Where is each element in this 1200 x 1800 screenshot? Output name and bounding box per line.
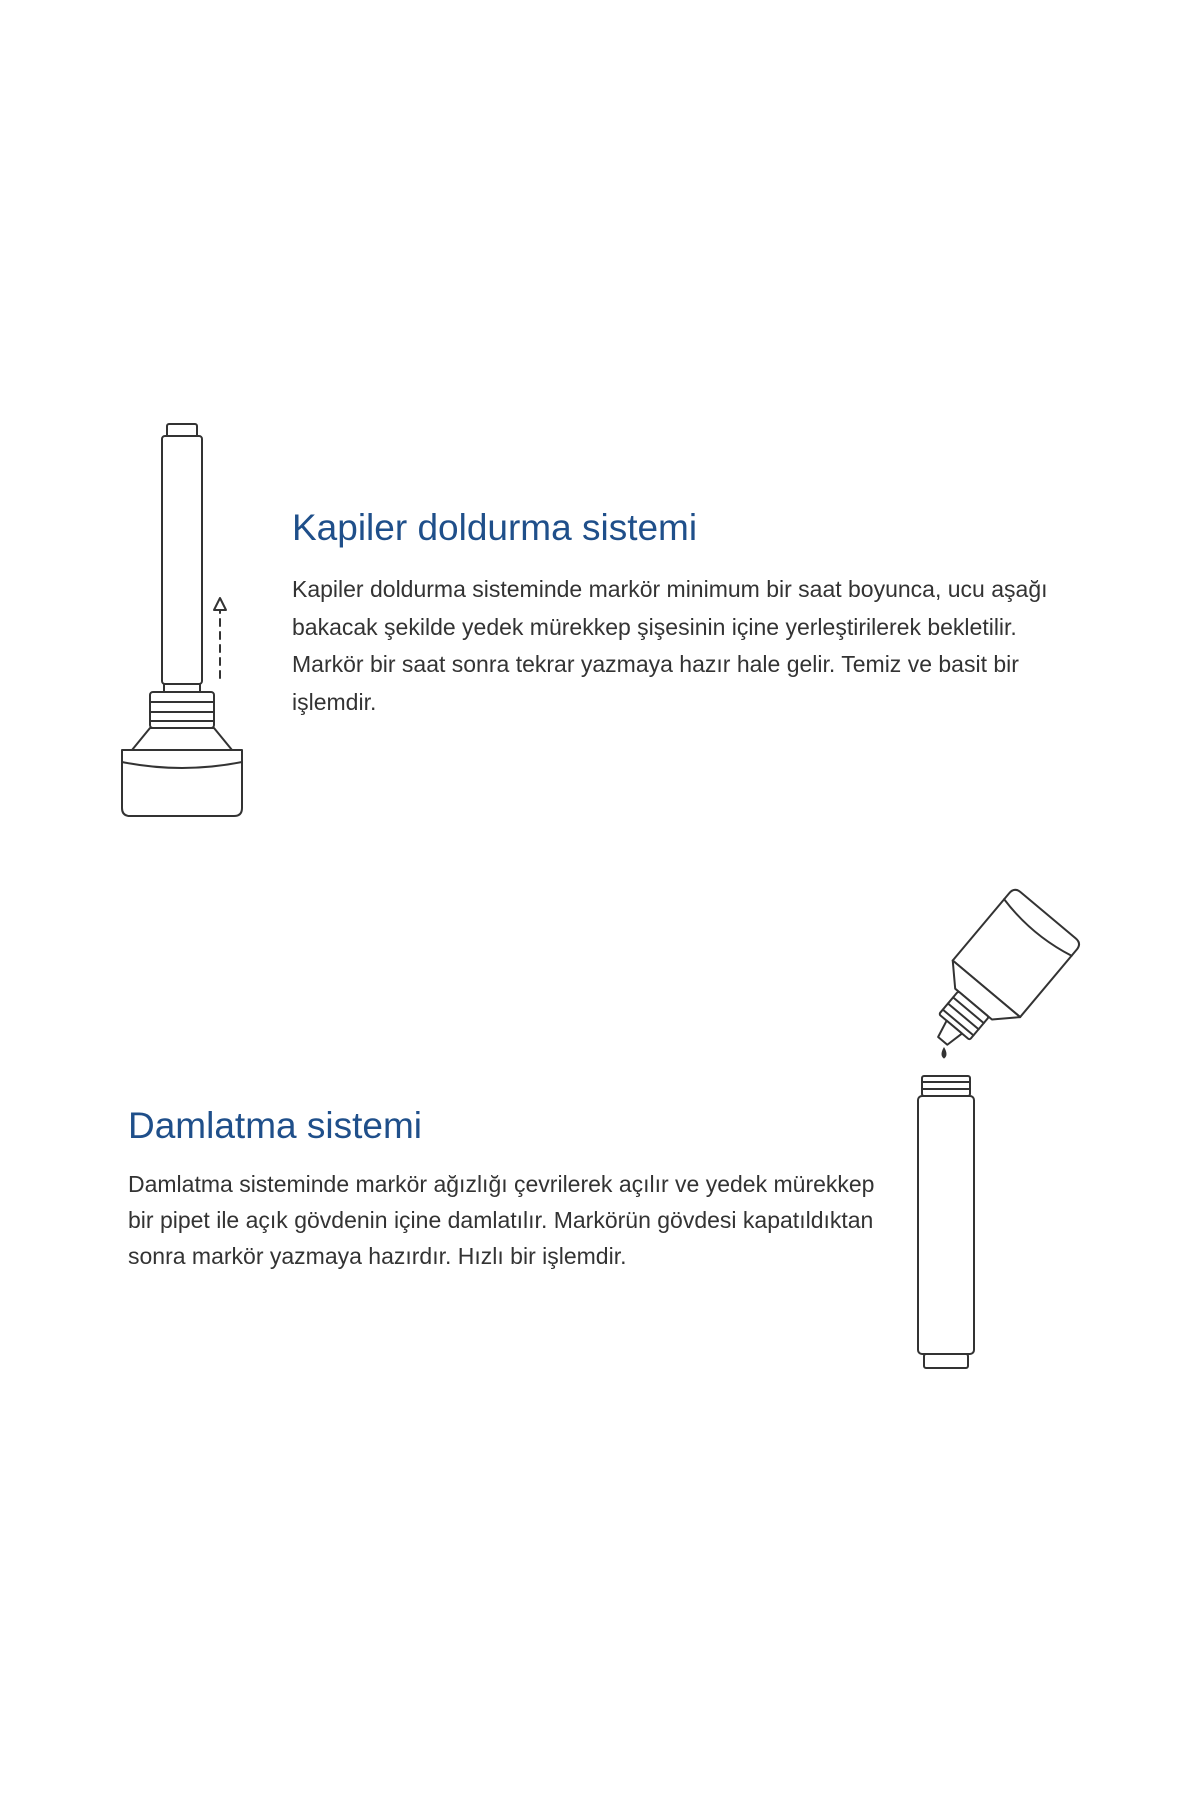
refill-bottle-dripping-into-marker-icon xyxy=(880,880,1100,1380)
drip-title: Damlatma sistemi xyxy=(128,1105,422,1146)
marker-in-refill-bottle-icon xyxy=(110,410,260,830)
capillary-illustration xyxy=(110,410,260,830)
drip-illustration xyxy=(880,880,1100,1380)
capillary-description: Kapiler doldurma sisteminde markör minimum bir saat boyunca, ucu aşağı bakacak şekilde yedek mürekkep şişesinin içine yerleştirilerek bekletilir. Markör bir saat sonra tekrar yazmaya hazır hale gelir. Temiz ve basit bir işlemdir. xyxy=(292,576,1048,715)
capillary-title: Kapiler doldurma sistemi xyxy=(292,507,698,548)
drip-description: Damlatma sisteminde markör ağızlığı çevrilerek açılır ve yedek mürekkep bir pipet ile açık gövdenin içine damlatılır. Markörün gövdesi kapatıldıktan sonra markör yazmaya hazırdır. Hızlı bir işlemdir. xyxy=(128,1171,875,1269)
